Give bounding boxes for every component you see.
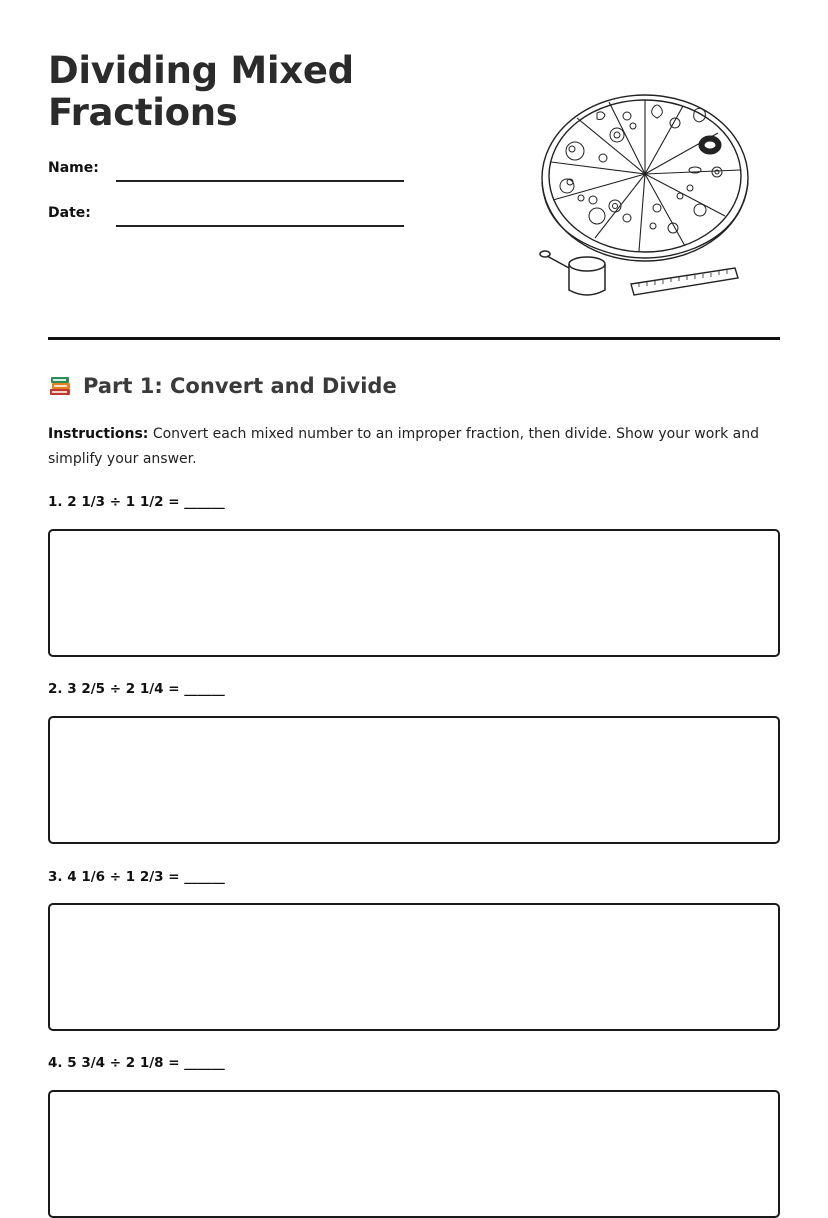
instructions	[48, 422, 768, 472]
problem-4-label: 4. 5 3/4 ÷ 2 1/8 = ______	[48, 1055, 225, 1071]
name-label: Name:	[48, 160, 99, 176]
title-line-1: Dividing Mixed	[48, 49, 354, 92]
date-field-line[interactable]	[116, 225, 404, 227]
instructions-label: Instructions:	[48, 426, 149, 442]
section-divider	[48, 337, 780, 340]
books-icon	[48, 374, 72, 398]
page-title	[48, 50, 354, 134]
problem-1-label: 1. 2 1/3 ÷ 1 1/2 = ______	[48, 494, 225, 510]
problem-3-label: 3. 4 1/6 ÷ 1 2/3 = ______	[48, 869, 225, 885]
problem-4-answer-box[interactable]	[48, 1090, 780, 1218]
name-field-line[interactable]	[116, 180, 404, 182]
problem-3-answer-box[interactable]	[48, 903, 780, 1031]
problem-1-answer-box[interactable]	[48, 529, 780, 657]
title-line-2: Fractions	[48, 91, 238, 134]
instructions-text: Convert each mixed number to an improper fraction, then divide. Show your work and simplify your answer.	[48, 426, 759, 467]
part-1-heading	[48, 374, 397, 398]
problem-2-answer-box[interactable]	[48, 716, 780, 844]
date-label: Date:	[48, 205, 91, 221]
problem-2-label: 2. 3 2/5 ÷ 2 1/4 = ______	[48, 681, 225, 697]
part-1-heading-text: Part 1: Convert and Divide	[83, 374, 397, 398]
pizza-illustration	[535, 78, 750, 303]
